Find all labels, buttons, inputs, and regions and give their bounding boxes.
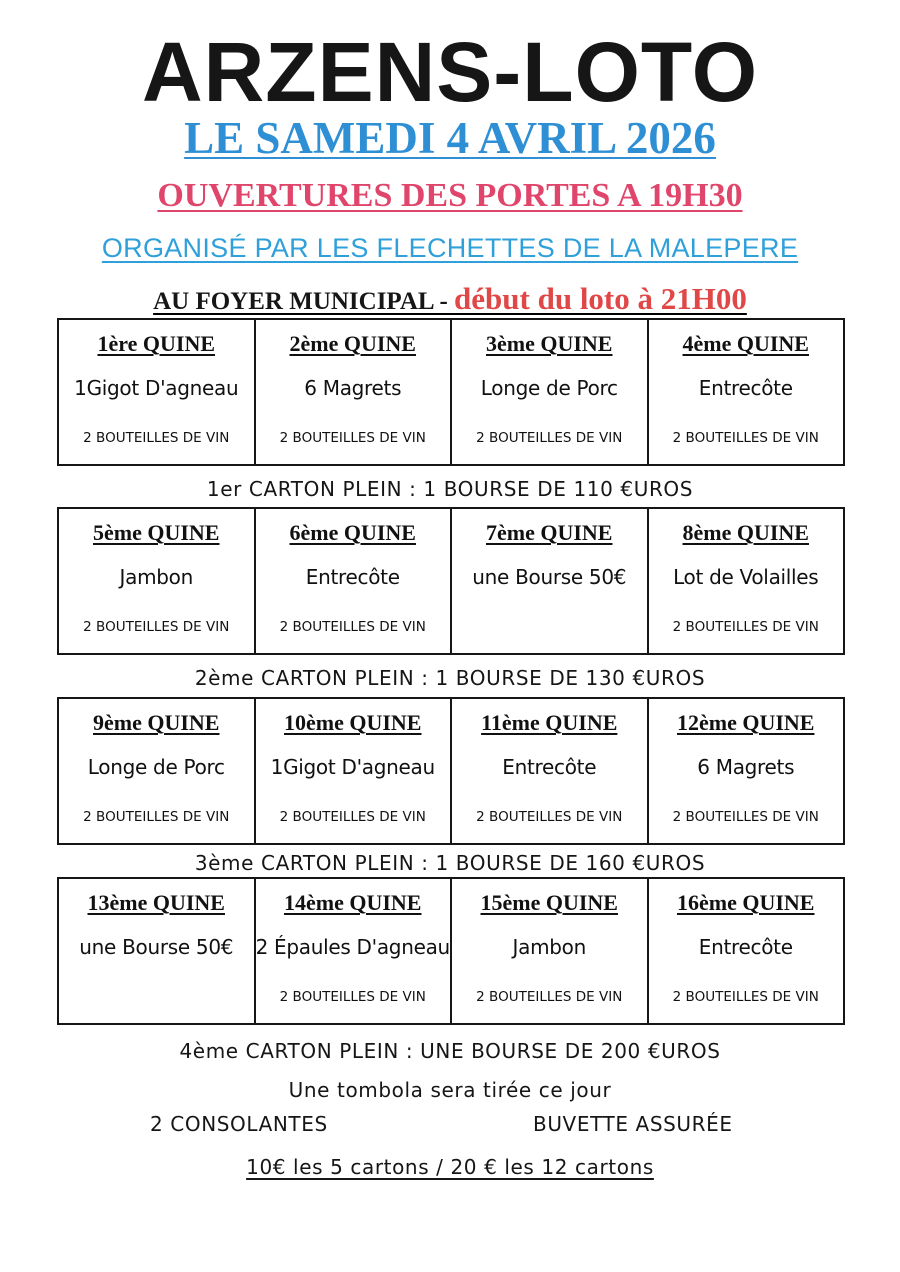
- carton-plein-line: 3ème CARTON PLEIN : 1 BOURSE DE 160 €UROS: [194, 851, 706, 875]
- quine-prize: Longe de Porc: [480, 376, 618, 400]
- carton-plein-line: 1er CARTON PLEIN : 1 BOURSE DE 110 €UROS: [206, 477, 694, 501]
- quine-extra: 2 BOUTEILLES DE VIN: [476, 430, 623, 446]
- quine-cell: [254, 509, 451, 653]
- quine-name: 13ème QUINE: [87, 890, 225, 915]
- doors-opening-text: OUVERTURES DES PORTES A 19H30: [157, 177, 743, 214]
- quine-extra: 2 BOUTEILLES DE VIN: [476, 989, 623, 1005]
- quine-name: 12ème QUINE: [677, 710, 815, 735]
- quine-cell: [254, 320, 451, 464]
- quine-name: 10ème QUINE: [284, 710, 422, 735]
- quine-cell: [254, 879, 451, 1023]
- quine-name: 11ème QUINE: [481, 710, 618, 735]
- quine-prize: 6 Magrets: [697, 755, 795, 779]
- quine-cell: [59, 699, 254, 843]
- quine-name: 9ème QUINE: [93, 710, 220, 735]
- quine-cell: [254, 699, 451, 843]
- quine-extra: 2 BOUTEILLES DE VIN: [672, 430, 819, 446]
- event-date-text: LE SAMEDI 4 AVRIL 2026: [184, 113, 716, 163]
- quine-extra: 2 BOUTEILLES DE VIN: [83, 809, 230, 825]
- card-prices: [0, 1152, 900, 1182]
- doors-opening: [0, 174, 900, 218]
- start-time-text: début du loto à 21H00: [454, 281, 747, 316]
- quine-grid: [57, 318, 845, 466]
- quine-cell: [59, 879, 254, 1023]
- quine-prize: Longe de Porc: [87, 755, 225, 779]
- quine-name: 7ème QUINE: [486, 520, 613, 545]
- quine-extra: 2 BOUTEILLES DE VIN: [279, 619, 426, 635]
- quine-extra: 2 BOUTEILLES DE VIN: [279, 989, 426, 1005]
- quine-extra: 2 BOUTEILLES DE VIN: [672, 989, 819, 1005]
- quine-cell: [450, 879, 647, 1023]
- quine-name: 6ème QUINE: [289, 520, 416, 545]
- quine-name: 5ème QUINE: [93, 520, 220, 545]
- venue-text: AU FOYER MUNICIPAL -: [153, 288, 455, 315]
- quine-name: 15ème QUINE: [480, 890, 618, 915]
- quine-extra: 2 BOUTEILLES DE VIN: [672, 619, 819, 635]
- quine-cell: [450, 320, 647, 464]
- quine-extra: 2 BOUTEILLES DE VIN: [279, 809, 426, 825]
- quine-cell: [59, 320, 254, 464]
- venue-underline: [153, 281, 747, 316]
- quine-prize: Entrecôte: [305, 565, 400, 589]
- flyer-title: ARZENS-LOTO: [141, 25, 759, 119]
- quine-grid: [57, 697, 845, 845]
- quine-grid: [57, 507, 845, 655]
- quine-name: 2ème QUINE: [289, 331, 416, 356]
- quine-cell: [647, 879, 844, 1023]
- quine-name: 16ème QUINE: [677, 890, 815, 915]
- quine-prize: Entrecôte: [698, 376, 793, 400]
- carton-plein-line: 2ème CARTON PLEIN : 1 BOURSE DE 130 €UROS: [194, 666, 706, 690]
- quine-extra: 2 BOUTEILLES DE VIN: [83, 430, 230, 446]
- quine-name: 14ème QUINE: [284, 890, 422, 915]
- organizer-text: ORGANISÉ PAR LES FLECHETTES DE LA MALEPERE: [101, 233, 799, 263]
- quine-cell: [647, 699, 844, 843]
- organizer: [0, 229, 900, 267]
- quine-extra: 2 BOUTEILLES DE VIN: [476, 809, 623, 825]
- quine-name: 8ème QUINE: [682, 520, 809, 545]
- tombola-text: Une tombola sera tirée ce jour: [288, 1078, 612, 1102]
- quine-prize: une Bourse 50€: [472, 565, 627, 589]
- quine-name: 4ème QUINE: [682, 331, 809, 356]
- consolantes-text: 2 CONSOLANTES: [150, 1112, 328, 1136]
- quine-extra: 2 BOUTEILLES DE VIN: [83, 619, 230, 635]
- quine-cell: [450, 699, 647, 843]
- quine-prize: 6 Magrets: [304, 376, 402, 400]
- quine-prize: 1Gigot D'agneau: [74, 376, 239, 400]
- quine-name: 3ème QUINE: [486, 331, 613, 356]
- buvette-text: BUVETTE ASSURÉE: [533, 1112, 733, 1136]
- quine-prize: Jambon: [512, 935, 586, 959]
- quine-prize: Lot de Volailles: [673, 565, 819, 589]
- quine-cell: [647, 509, 844, 653]
- quine-cell: [450, 509, 647, 653]
- quine-extra: 2 BOUTEILLES DE VIN: [672, 809, 819, 825]
- event-date: [0, 110, 900, 166]
- quine-cell: [59, 509, 254, 653]
- quine-prize: 1Gigot D'agneau: [270, 755, 435, 779]
- quine-prize: Jambon: [119, 565, 193, 589]
- quine-prize: 2 Épaules D'agneau: [255, 935, 450, 959]
- quine-extra: 2 BOUTEILLES DE VIN: [279, 430, 426, 446]
- carton-plein-line: 4ème CARTON PLEIN : UNE BOURSE DE 200 €UROS: [179, 1039, 721, 1063]
- quine-prize: Entrecôte: [698, 935, 793, 959]
- card-prices-text: 10€ les 5 cartons / 20 € les 12 cartons: [246, 1155, 654, 1179]
- quine-name: 1ère QUINE: [97, 331, 216, 356]
- quine-prize: Entrecôte: [502, 755, 597, 779]
- quine-grid: [57, 877, 845, 1025]
- quine-cell: [647, 320, 844, 464]
- quine-prize: une Bourse 50€: [79, 935, 234, 959]
